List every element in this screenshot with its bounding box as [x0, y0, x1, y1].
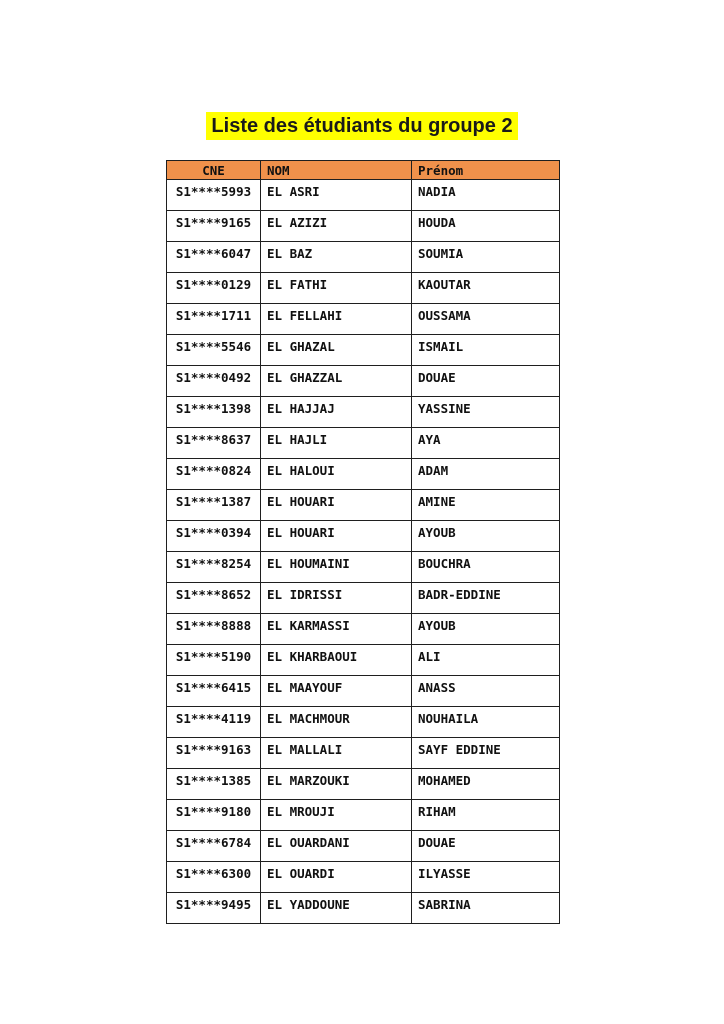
- students-table: [166, 160, 560, 924]
- nom-cell: EL ASRI: [261, 180, 412, 211]
- cne-cell: S1****8637: [167, 428, 261, 459]
- nom-cell: EL OUARDI: [261, 862, 412, 893]
- table-row: [167, 831, 560, 862]
- table-row: [167, 490, 560, 521]
- table-row: [167, 335, 560, 366]
- cne-cell: S1****6415: [167, 676, 261, 707]
- prenom-cell: DOUAE: [412, 831, 560, 862]
- prenom-cell: RIHAM: [412, 800, 560, 831]
- nom-cell: EL HOUMAINI: [261, 552, 412, 583]
- table-row: [167, 428, 560, 459]
- nom-cell: EL KHARBAOUI: [261, 645, 412, 676]
- prenom-cell: ADAM: [412, 459, 560, 490]
- nom-cell: EL BAZ: [261, 242, 412, 273]
- cne-cell: S1****1387: [167, 490, 261, 521]
- table-row: [167, 769, 560, 800]
- table-row: [167, 211, 560, 242]
- cne-cell: S1****1398: [167, 397, 261, 428]
- nom-cell: EL MALLALI: [261, 738, 412, 769]
- cne-cell: S1****9180: [167, 800, 261, 831]
- title-container: [0, 112, 724, 140]
- prenom-cell: KAOUTAR: [412, 273, 560, 304]
- nom-cell: EL YADDOUNE: [261, 893, 412, 924]
- page-title: Liste des étudiants du groupe 2: [206, 112, 517, 140]
- nom-cell: EL HOUARI: [261, 521, 412, 552]
- prenom-cell: AYOUB: [412, 521, 560, 552]
- cne-cell: S1****6047: [167, 242, 261, 273]
- nom-cell: EL OUARDANI: [261, 831, 412, 862]
- cne-cell: S1****9163: [167, 738, 261, 769]
- table-row: [167, 800, 560, 831]
- nom-cell: EL AZIZI: [261, 211, 412, 242]
- table-row: [167, 676, 560, 707]
- nom-cell: EL GHAZAL: [261, 335, 412, 366]
- nom-cell: EL MROUJI: [261, 800, 412, 831]
- nom-cell: EL GHAZZAL: [261, 366, 412, 397]
- nom-cell: EL FELLAHI: [261, 304, 412, 335]
- prenom-cell: ILYASSE: [412, 862, 560, 893]
- nom-cell: EL MAAYOUF: [261, 676, 412, 707]
- cne-cell: S1****5546: [167, 335, 261, 366]
- nom-cell: EL KARMASSI: [261, 614, 412, 645]
- prenom-cell: DOUAE: [412, 366, 560, 397]
- nom-cell: EL MARZOUKI: [261, 769, 412, 800]
- header-cne: CNE: [167, 161, 261, 180]
- cne-cell: S1****8888: [167, 614, 261, 645]
- cne-cell: S1****8254: [167, 552, 261, 583]
- table-row: [167, 738, 560, 769]
- prenom-cell: OUSSAMA: [412, 304, 560, 335]
- prenom-cell: SAYF EDDINE: [412, 738, 560, 769]
- table-row: [167, 583, 560, 614]
- cne-cell: S1****9495: [167, 893, 261, 924]
- students-table-body: [167, 180, 560, 924]
- table-row: [167, 180, 560, 211]
- prenom-cell: AYA: [412, 428, 560, 459]
- cne-cell: S1****5190: [167, 645, 261, 676]
- nom-cell: EL HAJLI: [261, 428, 412, 459]
- prenom-cell: BADR-EDDINE: [412, 583, 560, 614]
- nom-cell: EL HOUARI: [261, 490, 412, 521]
- prenom-cell: AYOUB: [412, 614, 560, 645]
- prenom-cell: NADIA: [412, 180, 560, 211]
- table-row: [167, 707, 560, 738]
- prenom-cell: ANASS: [412, 676, 560, 707]
- prenom-cell: SOUMIA: [412, 242, 560, 273]
- cne-cell: S1****1385: [167, 769, 261, 800]
- cne-cell: S1****0129: [167, 273, 261, 304]
- nom-cell: EL MACHMOUR: [261, 707, 412, 738]
- prenom-cell: ISMAIL: [412, 335, 560, 366]
- prenom-cell: YASSINE: [412, 397, 560, 428]
- header-prenom: Prénom: [412, 161, 560, 180]
- cne-cell: S1****6300: [167, 862, 261, 893]
- table-row: [167, 273, 560, 304]
- prenom-cell: MOHAMED: [412, 769, 560, 800]
- table-row: [167, 459, 560, 490]
- prenom-cell: SABRINA: [412, 893, 560, 924]
- prenom-cell: NOUHAILA: [412, 707, 560, 738]
- table-row: [167, 366, 560, 397]
- table-row: [167, 645, 560, 676]
- cne-cell: S1****8652: [167, 583, 261, 614]
- table-row: [167, 552, 560, 583]
- table-header-row: [167, 161, 560, 180]
- table-row: [167, 242, 560, 273]
- nom-cell: EL HALOUI: [261, 459, 412, 490]
- table-row: [167, 893, 560, 924]
- nom-cell: EL IDRISSI: [261, 583, 412, 614]
- table-row: [167, 397, 560, 428]
- nom-cell: EL HAJJAJ: [261, 397, 412, 428]
- table-row: [167, 304, 560, 335]
- prenom-cell: HOUDA: [412, 211, 560, 242]
- prenom-cell: AMINE: [412, 490, 560, 521]
- table-row: [167, 862, 560, 893]
- prenom-cell: ALI: [412, 645, 560, 676]
- table-row: [167, 614, 560, 645]
- prenom-cell: BOUCHRA: [412, 552, 560, 583]
- nom-cell: EL FATHI: [261, 273, 412, 304]
- cne-cell: S1****9165: [167, 211, 261, 242]
- cne-cell: S1****0394: [167, 521, 261, 552]
- cne-cell: S1****1711: [167, 304, 261, 335]
- table-row: [167, 521, 560, 552]
- cne-cell: S1****0824: [167, 459, 261, 490]
- cne-cell: S1****5993: [167, 180, 261, 211]
- header-nom: NOM: [261, 161, 412, 180]
- cne-cell: S1****6784: [167, 831, 261, 862]
- cne-cell: S1****4119: [167, 707, 261, 738]
- cne-cell: S1****0492: [167, 366, 261, 397]
